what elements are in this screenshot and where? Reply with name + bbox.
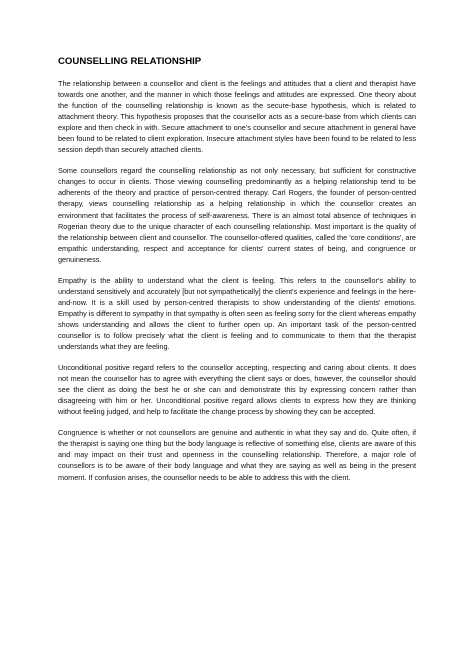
paragraph-person-centred-therapy: Some counsellors regard the counselling relationship as not only necessary, but sufficient for constructive changes to occur in clients. Those viewing counselling predominantly as a helping relationship tend to be adherents of the theory and practice of person-centred therapy. Carl Rogers, the founder of person-centred therapy, views counselling relationship as a helping relationship in which the counsellor creates an environment that facilitates the process of self-awareness. There is an almost total absence of techniques in Rogerian theory due to the unique character of each counselling relationship. Most important is the quality of the relationship between client and counsellor. The counsellor-offered qualities, called the 'core conditions', are empathic understanding, respect and acceptance for clients' current states of being, and congruence or genuineness. [58,166,416,264]
paragraph-relationship-definition: The relationship between a counsellor and client is the feelings and attitudes that a client and therapist have towards one another, and the manner in which those feelings and attitudes are expressed. One theory about the function of the counselling relationship is known as the secure-base hypothesis, which is related to attachment theory. This hypothesis proposes that the counsellor acts as a secure-base from which clients can explore and then check in with. Secure attachment to one's counsellor and secure attachment in general have been found to be related to client exploration. Insecure attachment styles have been found to be related to less session depth than securely attached clients. [58,79,416,155]
paragraph-unconditional-positive-regard: Unconditional positive regard refers to the counsellor accepting, respecting and caring about clients. It does not mean the counsellor has to agree with everything the client says or does, however, the counsellor should see the client as doing the best he or she can and demonstrate this by expressing concern rather than disagreeing with him or her. Unconditional positive regard allows clients to express how they are thinking without feeling judged, and help to facilitate the change process by showing they can be accepted. [58,363,416,417]
paragraph-empathy: Empathy is the ability to understand what the client is feeling. This refers to the counsellor's ability to understand sensitively and accurately [but not sympathetically] the client's experience and feelings in the here-and-now. It is a skill used by person-centred therapists to show understanding of the clients' emotions. Empathy is different to sympathy in that sympathy is often seen as feeling sorry for the client whereas empathy shows understanding and allows the client to further open up. An important task of the person-centred counsellor is to follow precisely what the client is feeling and to communicate to them that the therapist understands what they are feeling. [58,275,416,352]
document-title: COUNSELLING RELATIONSHIP [58,56,202,67]
paragraph-congruence: Congruence is whether or not counsellors are genuine and authentic in what they say and do. Quite often, if the therapist is saying one thing but the body language is reflective of something else, clients are aware of this and may impact on their trust and openness in the counselling relationship. Therefore, a major role of counsellors is to be aware of their body language and what they are saying as well as being in the present moment. If confusion arises, the counsellor needs to be able to address this with the client. [58,428,416,482]
